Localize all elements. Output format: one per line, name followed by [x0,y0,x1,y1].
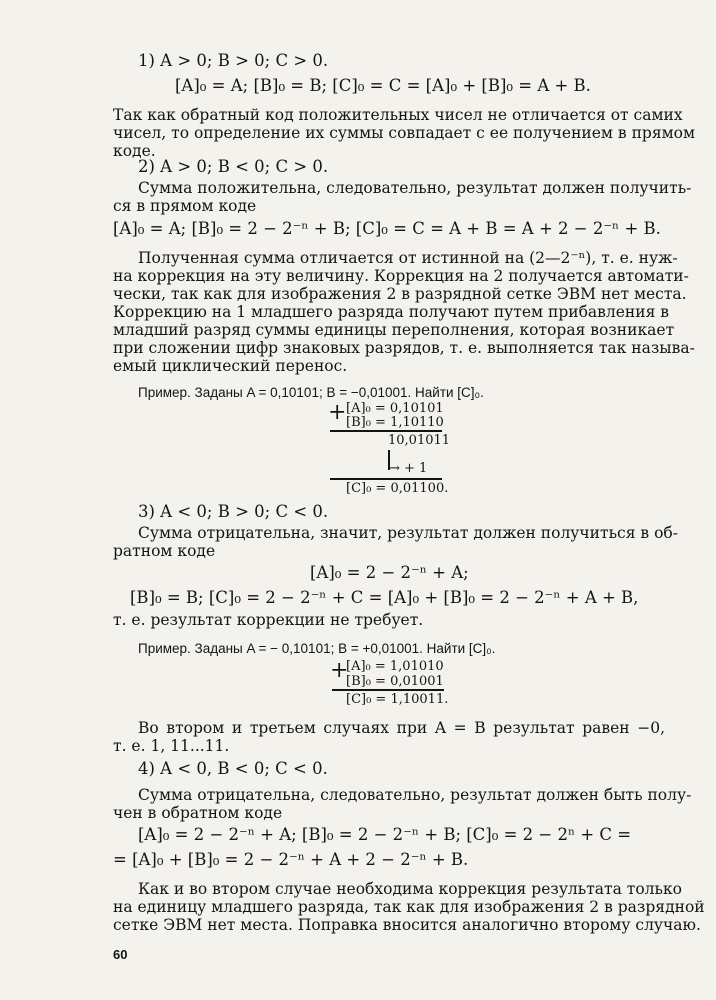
example2-result: [C]₀ = 1,10011. [346,692,449,707]
case3-formula-a: [A]₀ = 2 − 2⁻ⁿ + A; [310,563,469,582]
example1-operand-b: [B]₀ = 1,10110 [346,415,444,430]
example1-operand-a: [A]₀ = 0,10101 [346,401,444,416]
example1-plus-sign: + [328,400,347,425]
equal-case-line: Во втором и третьем случаях при A = B результат равен −0, [138,719,665,737]
example1-sum: 10,01011 [388,433,451,448]
example1-result: [C]₀ = 0,01100. [346,481,449,496]
example2-plus-sign: + [330,658,349,683]
case2-para-line: емый циклический перенос. [113,357,348,375]
equal-case-line: т. е. 1, 11...11. [113,737,230,755]
case2-text-line: ся в прямом коде [113,197,257,215]
case4-text-line: Сумма отрицательна, следовательно, результат должен быть полу- [138,786,692,804]
case4-para-line: на единицу младшего разряда, так как для изображения 2 в разрядной [113,898,705,916]
case1-text-line: Так как обратный код положительных чисел не отличается от самих [113,106,683,124]
case2-para-line: Полученная сумма отличается от истинной на (2—2⁻ⁿ), т. е. нуж- [138,249,678,267]
case2-para-line: на коррекция на эту величину. Коррекция на 2 получается автомати- [113,267,689,285]
case4-para-line: Как и во втором случае необходима коррекция результата только [138,880,682,898]
case2-para-line: Коррекцию на 1 младшего разряда получают путем прибавления в [113,303,670,321]
case3-heading: 3) A < 0; B > 0; C < 0. [138,502,329,521]
case1-text-line: коде. [113,142,156,160]
case4-text-line: чен в обратном коде [113,804,283,822]
example2-label: Пример. Заданы A = − 0,10101; B = +0,01001. Найти [C]₀. [138,641,496,656]
case4-formula-a: [A]₀ = 2 − 2⁻ⁿ + A; [B]₀ = 2 − 2⁻ⁿ + B; [C]₀ = 2 − 2ⁿ + C = [138,825,632,844]
case3-formula-b: [B]₀ = B; [C]₀ = 2 − 2⁻ⁿ + C = [A]₀ + [B]₀ = 2 − 2⁻ⁿ + A + B, [130,588,639,607]
case4-heading: 4) A < 0, B < 0; C < 0. [138,759,328,778]
case2-heading: 2) A > 0; B < 0; C > 0. [138,157,329,176]
case4-para-line: сетке ЭВМ нет места. Поправка вносится аналогично второму случаю. [113,916,701,934]
case1-text-line: чисел, то определение их суммы совпадает с ее получением в прямом [113,124,696,142]
example2-operand-b: [B]₀ = 0,01001 [346,674,444,689]
case3-note: т. е. результат коррекции не требует. [113,611,424,629]
case4-formula-b: = [A]₀ + [B]₀ = 2 − 2⁻ⁿ + A + 2 − 2⁻ⁿ + B. [113,850,469,869]
case2-para-line: младший разряд суммы единицы переполнения, которая возникает [113,321,675,339]
case3-text-line: ратном коде [113,542,216,560]
case1-formula: [A]₀ = A; [B]₀ = B; [C]₀ = C = [A]₀ + [B]₀ = A + B. [175,76,591,95]
case2-para-line: при сложении цифр знаковых разрядов, т. е. выполняется так называ- [113,339,695,357]
case2-formula: [A]₀ = A; [B]₀ = 2 − 2⁻ⁿ + B; [C]₀ = C = A + B = A + 2 − 2⁻ⁿ + B. [113,219,661,238]
case3-text-line: Сумма отрицательна, значит, результат должен получиться в об- [138,524,678,542]
page-number: 60 [113,947,128,962]
case1-heading: 1) A > 0; B > 0; C > 0. [138,51,329,70]
example2-operand-a: [A]₀ = 1,01010 [346,659,444,674]
example1-carry: → + 1 [389,461,428,476]
case2-para-line: чески, так как для изображения 2 в разрядной сетке ЭВМ нет места. [113,285,687,303]
example1-label: Пример. Заданы A = 0,10101; B = −0,01001. Найти [C]₀. [138,385,484,400]
case2-text-line: Сумма положительна, следовательно, результат должен получить- [138,179,692,197]
